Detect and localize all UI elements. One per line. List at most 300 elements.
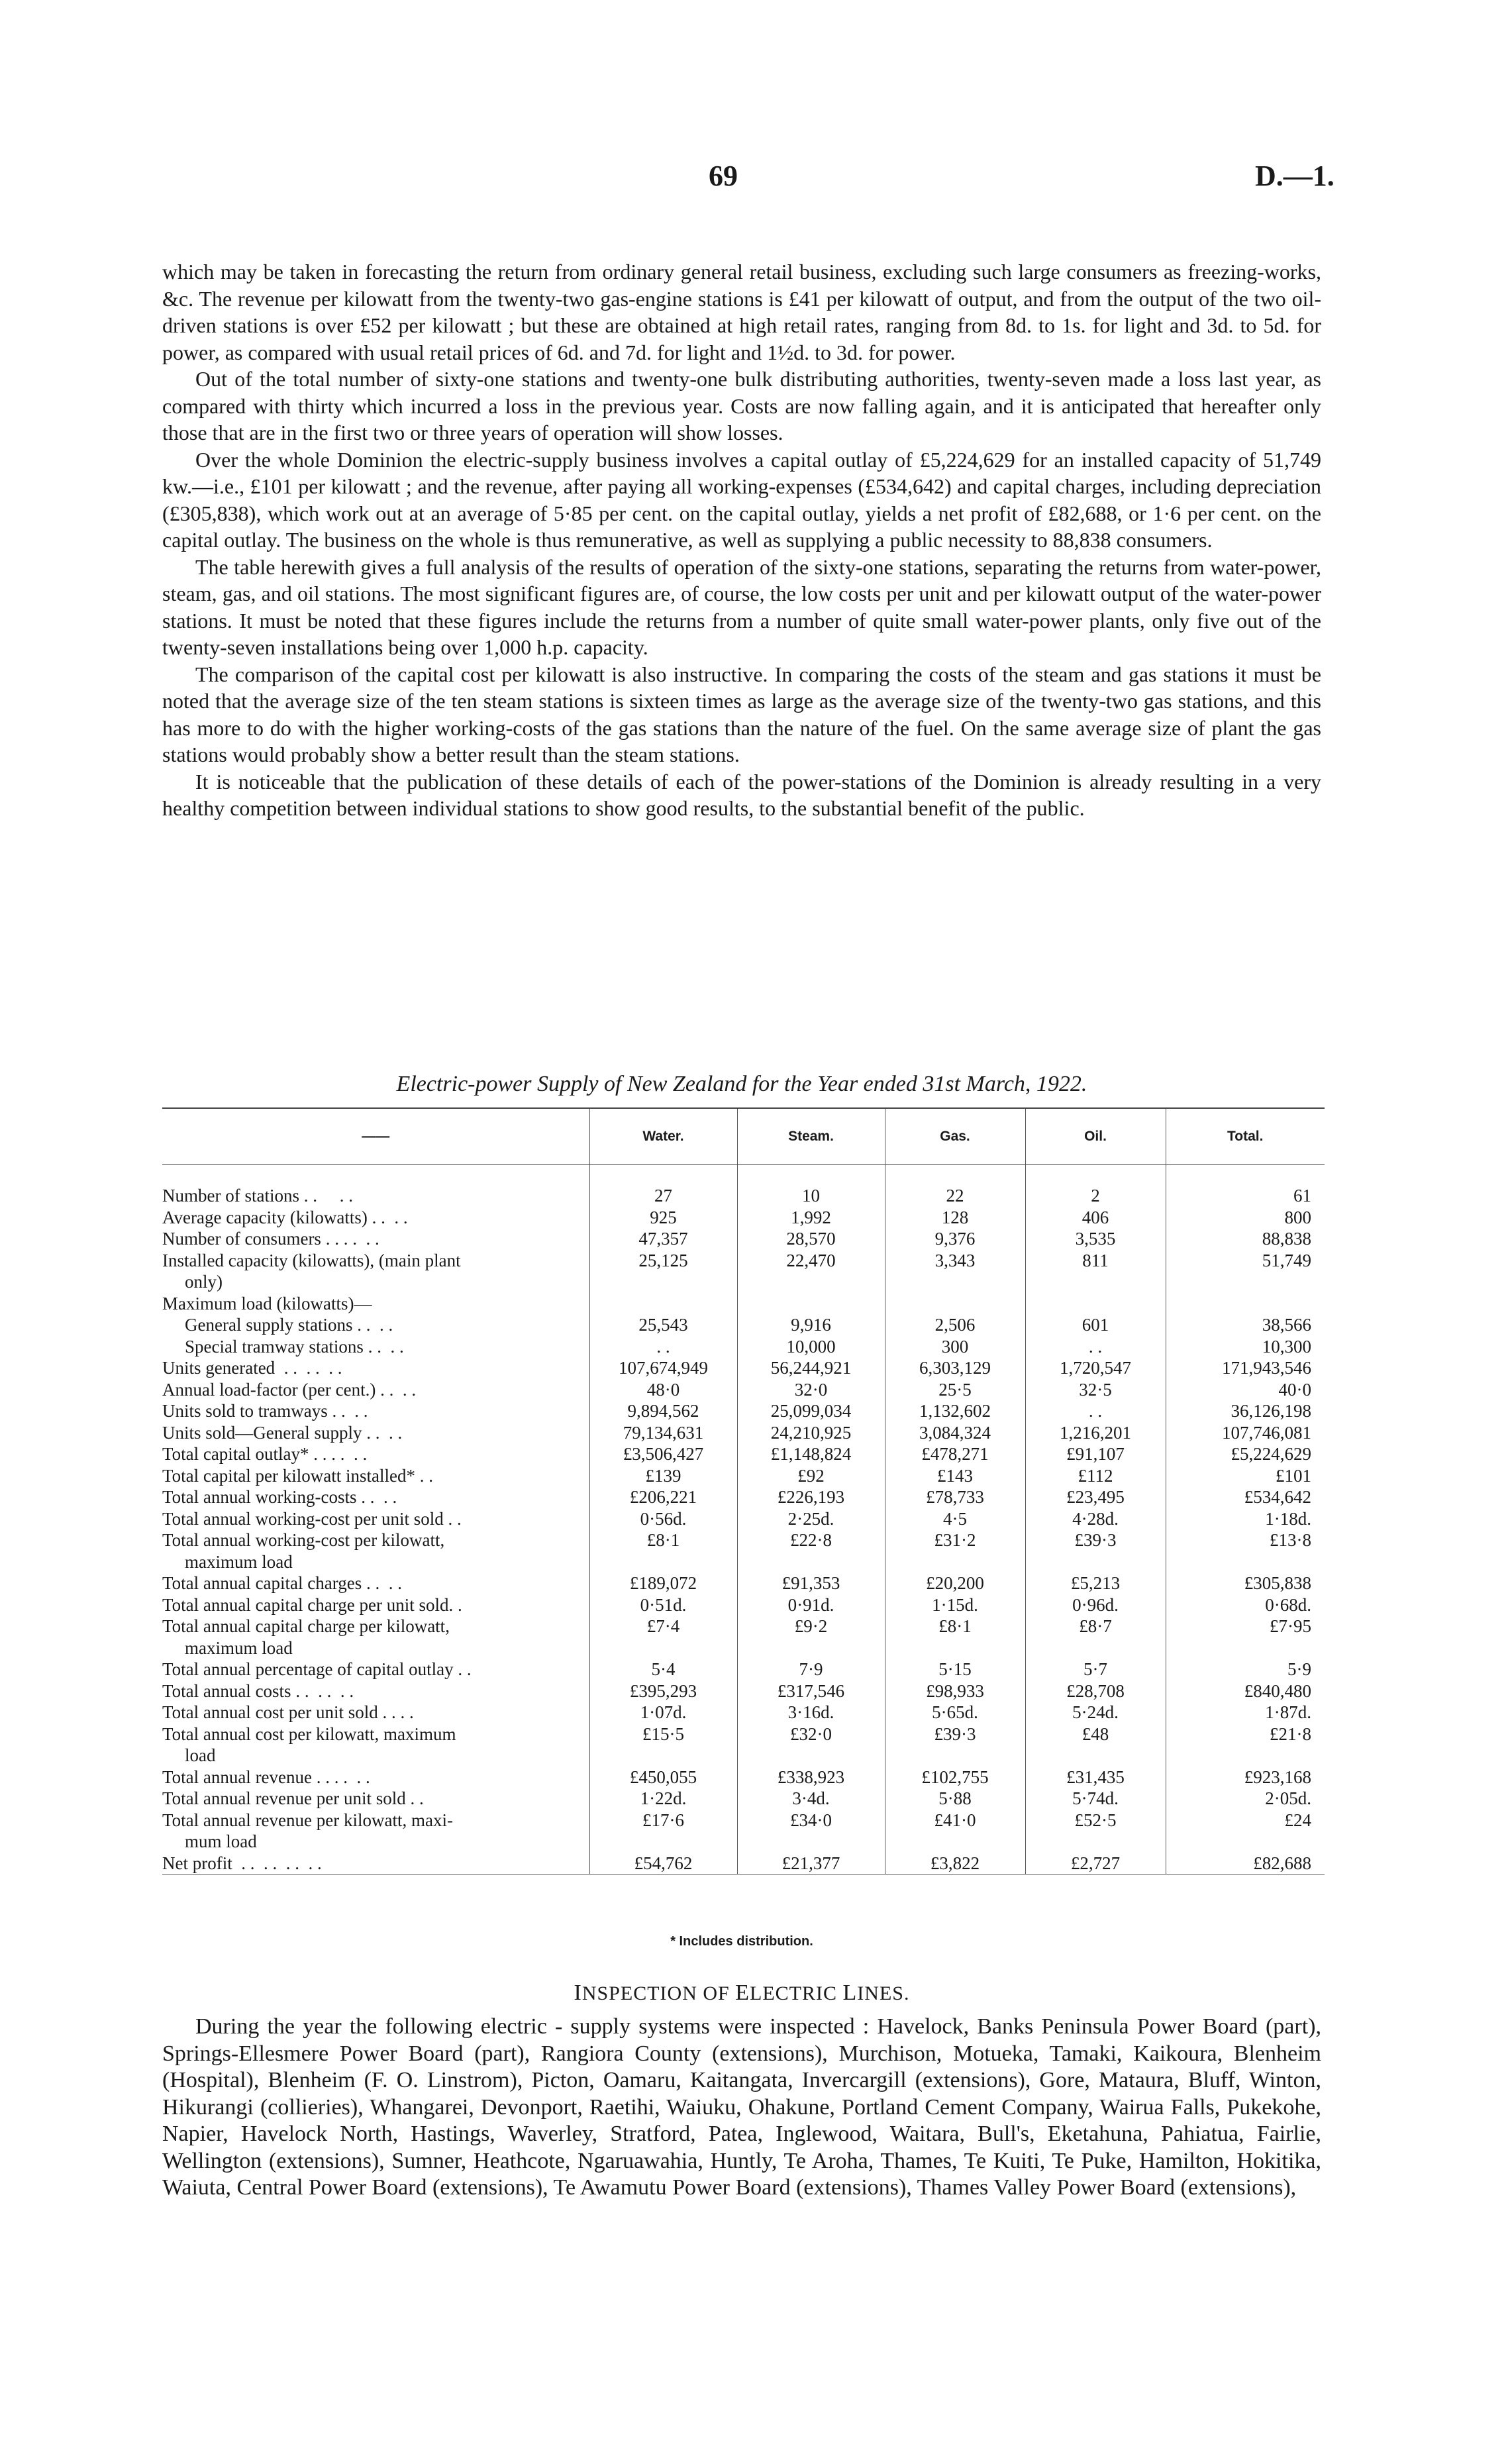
paragraph: The table herewith gives a full analysis of the results of operation of the sixty-one stations, separating the returns from water-power, steam, gas, and oil stations. The most significant figures are, of course, the low costs per unit and per kilowatt output of the water-power stations. It must be noted that these figures include the returns from a number of quite small water-power plants, only five out of the twenty-seven installations being over 1,000 h.p. capacity. [162, 554, 1321, 659]
cell-gas [885, 1551, 1025, 1573]
cell-oil: £2,727 [1025, 1853, 1166, 1874]
column-header-steam: Steam. [737, 1108, 885, 1165]
row-label: Total capital outlay* . . [162, 1444, 327, 1464]
row-label-cell [162, 1357, 589, 1379]
table-header-row [162, 1108, 1325, 1165]
cell-oil: 32·5 [1025, 1379, 1166, 1401]
table-row [162, 1853, 1325, 1874]
cell-total [1166, 1293, 1325, 1315]
leader-dots: . . . . [367, 1207, 408, 1227]
leader-dots: . . . . [327, 1401, 368, 1421]
cell-oil: 5·24d. [1025, 1702, 1166, 1723]
cell-water: 925 [589, 1207, 737, 1229]
row-label: Units sold to tramways [162, 1401, 328, 1421]
cell-steam: 0·91d. [737, 1594, 885, 1616]
row-label: Maximum load (kilowatts)— [162, 1293, 372, 1313]
row-label-cell [162, 1637, 589, 1659]
cell-steam: £22·8 [737, 1529, 885, 1551]
cell-gas: £102,755 [885, 1767, 1025, 1788]
cell-gas: 300 [885, 1336, 1025, 1358]
column-header-total: Total. [1166, 1108, 1325, 1165]
cell-oil: 3,535 [1025, 1228, 1166, 1250]
table-row [162, 1702, 1325, 1723]
leader-dots [450, 1616, 589, 1637]
leader-dots: . . . . [376, 1379, 417, 1400]
row-label: Units generated [162, 1358, 276, 1378]
row-label-cell [162, 1228, 589, 1250]
cell-total: 40·0 [1166, 1379, 1325, 1401]
cell-gas: 25·5 [885, 1379, 1025, 1401]
cell-steam: 1,992 [737, 1207, 885, 1229]
table-row [162, 1207, 1325, 1229]
row-label: maximum load [185, 1551, 293, 1572]
column-header-water: Water. [589, 1108, 737, 1165]
cell-water: £450,055 [589, 1767, 737, 1788]
cell-oil [1025, 1831, 1166, 1853]
cell-steam: 22,470 [737, 1250, 885, 1272]
cell-gas: £8·1 [885, 1616, 1025, 1637]
table-row [162, 1271, 1325, 1293]
cell-oil: 4·28d. [1025, 1508, 1166, 1530]
cell-steam: 2·25d. [737, 1508, 885, 1530]
leader-dots: . . . . . . . . [232, 1853, 322, 1873]
cell-total: 36,126,198 [1166, 1400, 1325, 1422]
column-header-label: —— [162, 1108, 589, 1165]
table-row [162, 1767, 1325, 1788]
cell-steam: 3·16d. [737, 1702, 885, 1723]
cell-steam: 32·0 [737, 1379, 885, 1401]
table-row [162, 1508, 1325, 1530]
cell-oil: 1,216,201 [1025, 1422, 1166, 1444]
cell-total: £305,838 [1166, 1572, 1325, 1594]
cell-total: 2·05d. [1166, 1788, 1325, 1810]
row-label: Annual load-factor (per cent.) [162, 1379, 376, 1400]
cell-water: 48·0 [589, 1379, 737, 1401]
row-label-cell [162, 1788, 589, 1810]
cell-water: 47,357 [589, 1228, 737, 1250]
cell-water [589, 1551, 737, 1573]
row-label: Total annual cost per kilowatt, maximum [162, 1723, 456, 1744]
cell-gas: £478,271 [885, 1443, 1025, 1465]
cell-steam: 24,210,925 [737, 1422, 885, 1444]
cell-steam: £34·0 [737, 1810, 885, 1831]
row-label: load [185, 1745, 216, 1765]
cell-total: £21·8 [1166, 1723, 1325, 1745]
row-label: Installed capacity (kilowatts), (main plant [162, 1250, 461, 1270]
cell-steam [737, 1293, 885, 1315]
table-row [162, 1443, 1325, 1465]
cell-gas: 1,132,602 [885, 1400, 1025, 1422]
leader-dots [456, 1723, 589, 1745]
cell-oil: £112 [1025, 1465, 1166, 1487]
cell-water: £3,506,427 [589, 1443, 737, 1465]
row-label: Special tramway stations [185, 1336, 364, 1357]
table-row [162, 1659, 1325, 1680]
cell-water: 107,674,949 [589, 1357, 737, 1379]
cell-oil: £23,495 [1025, 1486, 1166, 1508]
row-label: Total annual revenue . . [162, 1767, 330, 1787]
row-label: Total annual capital charge per kilowatt, [162, 1616, 450, 1636]
cell-water: 9,894,562 [589, 1400, 737, 1422]
table-row [162, 1637, 1325, 1659]
leader-dots: . . . . . . [275, 1358, 342, 1378]
row-label: Total annual working-costs [162, 1487, 357, 1507]
leader-dots: . . [415, 1465, 433, 1486]
cell-water: 1·07d. [589, 1702, 737, 1723]
table-row [162, 1422, 1325, 1444]
table-row [162, 1831, 1325, 1853]
row-label: Total annual capital charge per unit sold. . [162, 1594, 462, 1615]
leader-dots: . . . . . . [291, 1680, 354, 1701]
paragraph: which may be taken in forecasting the return from ordinary general retail business, excluding such large consumers as freezing-works, &c. The revenue per kilowatt from the twenty-two gas-engine stations is £41 per kilowatt of output, and from the output of the two oil-driven stations is over £52 per kilowatt ; but these are obtained at high retail rates, ranging from 8d. to 1s. for light and 3d. to 5d. for power, as compared with usual retail prices of 6d. and 7d. for light and 1½d. to 3d. for power. [162, 260, 1321, 364]
cell-oil: £52·5 [1025, 1810, 1166, 1831]
cell-gas: £143 [885, 1465, 1025, 1487]
leader-dots [462, 1594, 589, 1616]
cell-oil: £5,213 [1025, 1572, 1166, 1594]
leader-dots: . . . . [362, 1422, 403, 1443]
cell-steam [737, 1745, 885, 1767]
cell-steam [737, 1271, 885, 1293]
cell-total: 5·9 [1166, 1659, 1325, 1680]
row-label: Number of stations [162, 1186, 299, 1206]
cell-steam: £338,923 [737, 1767, 885, 1788]
cell-oil: 811 [1025, 1250, 1166, 1272]
table-row [162, 1293, 1325, 1315]
row-label-cell [162, 1336, 589, 1358]
cell-steam: 10,000 [737, 1336, 885, 1358]
paragraph: During the year the following electric - supply systems were inspected : Havelock, Banks Peninsula Power Board (part), Springs-Ellesmere Power Board (part), Rangiora County (extensions), Murchison, Motueka, Tamaki, Kaikoura, Blenheim (Hospital), Blenheim (F. O. Linstrom), Picton, Oamaru, Kaitangata, Invercargill (extensions), Gore, Mataura, Bluff, Winton, Hikurangi (collieries), Whangarei, Devonport, Raetihi, Waiuku, Ohakune, Portland Cement Company, Wairua Falls, Pukekohe, Napier, Havelock North, Hastings, Waverley, Stratford, Patea, Inglewood, Waitara, Bull's, Eketahuna, Pahiatua, Fairlie, Wellington (extensions), Sumner, Heathcote, Ngaruawahia, Huntly, Te Aroha, Thames, Te Kuiti, Te Puke, Hamilton, Hokitika, Waiuta, Central Power Board (extensions), Te Awamutu Power Board (extensions), Thames Valley Power Board (extensions), [162, 2014, 1321, 2200]
leader-dots [372, 1293, 589, 1315]
inspection-text [162, 2014, 1321, 2202]
cell-water [589, 1831, 737, 1853]
cell-oil [1025, 1293, 1166, 1315]
cell-oil: £28,708 [1025, 1680, 1166, 1702]
cell-steam: £32·0 [737, 1723, 885, 1745]
cell-total: 171,943,546 [1166, 1357, 1325, 1379]
cell-steam: 10 [737, 1185, 885, 1207]
cell-water: £7·4 [589, 1616, 737, 1637]
row-label-cell [162, 1422, 589, 1444]
row-label: Average capacity (kilowatts) [162, 1207, 368, 1227]
leader-dots: . . . . [352, 1315, 393, 1335]
cell-oil: £91,107 [1025, 1443, 1166, 1465]
paragraph: Out of the total number of sixty-one stations and twenty-one bulk distributing authorities, twenty-seven made a loss last year, as compared with thirty which incurred a loss in the previous year. Costs are now falling again, and it is anticipated that hereafter only those that are in the first two or three years of operation will show losses. [162, 367, 1321, 444]
row-label-cell [162, 1443, 589, 1465]
cell-oil [1025, 1271, 1166, 1293]
cell-oil [1025, 1637, 1166, 1659]
table-footnote: * Includes distribution. [670, 1934, 813, 1949]
table-body [162, 1165, 1325, 1874]
row-label-cell [162, 1529, 589, 1551]
cell-water: £395,293 [589, 1680, 737, 1702]
cell-water: £15·5 [589, 1723, 737, 1745]
section-heading: INSPECTION OF ELECTRIC LINES. [574, 1980, 910, 2005]
leader-dots [444, 1529, 589, 1551]
cell-total [1166, 1637, 1325, 1659]
row-label-cell [162, 1702, 589, 1723]
paragraph: The comparison of the capital cost per kilowatt is also instructive. In comparing the costs of the steam and gas stations it must be noted that the average size of the ten steam stations is sixteen times as large as the average size of the twenty-two gas stations, and this has more to do with the higher working-costs of the gas stations than the nature of the fuel. On the same average size of plant the gas stations would probably show a better result than the steam stations. [162, 662, 1321, 766]
cell-water: £189,072 [589, 1572, 737, 1594]
row-label-cell [162, 1659, 589, 1680]
leader-dots: . . . . [363, 1336, 404, 1357]
cell-total: 51,749 [1166, 1250, 1325, 1272]
cell-steam: £9·2 [737, 1616, 885, 1637]
cell-steam: £317,546 [737, 1680, 885, 1702]
cell-gas: 5·15 [885, 1659, 1025, 1680]
cell-oil: £8·7 [1025, 1616, 1166, 1637]
cell-gas: 3,343 [885, 1250, 1025, 1272]
cell-total: 1·18d. [1166, 1508, 1325, 1530]
cell-oil: 0·96d. [1025, 1594, 1166, 1616]
cell-total: 800 [1166, 1207, 1325, 1229]
cell-water: 25,543 [589, 1314, 737, 1336]
document-reference: D.—1. [1255, 160, 1334, 192]
table-row [162, 1185, 1325, 1207]
cell-gas: 3,084,324 [885, 1422, 1025, 1444]
column-header-oil: Oil. [1025, 1108, 1166, 1165]
leader-dots: . . . . [356, 1487, 397, 1507]
table-row [162, 1616, 1325, 1637]
cell-total: 107,746,081 [1166, 1422, 1325, 1444]
page-header [0, 159, 1510, 205]
cell-oil: 1,720,547 [1025, 1357, 1166, 1379]
cell-water: 1·22d. [589, 1788, 737, 1810]
cell-water: 79,134,631 [589, 1422, 737, 1444]
cell-steam: £1,148,824 [737, 1443, 885, 1465]
leader-dots: . . . . [362, 1573, 402, 1593]
cell-oil [1025, 1745, 1166, 1767]
table-row [162, 1400, 1325, 1422]
cell-steam: £226,193 [737, 1486, 885, 1508]
row-label-cell [162, 1271, 589, 1293]
leader-dots [293, 1637, 589, 1659]
cell-total: £101 [1166, 1465, 1325, 1487]
cell-gas: £31·2 [885, 1529, 1025, 1551]
cell-water: . . [589, 1336, 737, 1358]
table-spacer-row [162, 1165, 1325, 1186]
cell-steam: 56,244,921 [737, 1357, 885, 1379]
cell-steam: 7·9 [737, 1659, 885, 1680]
cell-gas [885, 1271, 1025, 1293]
cell-oil: £31,435 [1025, 1767, 1166, 1788]
leader-dots: . . . . [330, 1767, 370, 1787]
cell-steam: 9,916 [737, 1314, 885, 1336]
cell-gas [885, 1745, 1025, 1767]
cell-gas [885, 1637, 1025, 1659]
cell-gas: £3,822 [885, 1853, 1025, 1874]
cell-total: £82,688 [1166, 1853, 1325, 1874]
cell-water: £8·1 [589, 1529, 737, 1551]
cell-oil: £48 [1025, 1723, 1166, 1745]
table-row [162, 1250, 1325, 1272]
cell-water: 27 [589, 1185, 737, 1207]
cell-steam: 3·4d. [737, 1788, 885, 1810]
table-row [162, 1336, 1325, 1358]
row-label: Total annual percentage of capital outlay . . [162, 1659, 472, 1679]
cell-total: £7·95 [1166, 1616, 1325, 1637]
cell-oil: . . [1025, 1400, 1166, 1422]
row-label-cell [162, 1486, 589, 1508]
cell-gas [885, 1831, 1025, 1853]
leader-dots: . . [395, 1702, 414, 1722]
table-row [162, 1680, 1325, 1702]
cell-gas: £98,933 [885, 1680, 1025, 1702]
cell-total: 0·68d. [1166, 1594, 1325, 1616]
row-label: Units sold—General supply [162, 1422, 362, 1443]
cell-gas: 1·15d. [885, 1594, 1025, 1616]
cell-total: 61 [1166, 1185, 1325, 1207]
cell-steam: 28,570 [737, 1228, 885, 1250]
row-label-cell [162, 1250, 589, 1272]
row-label: Total annual working-cost per unit sold [162, 1508, 444, 1529]
cell-total: 38,566 [1166, 1314, 1325, 1336]
paragraph: Over the whole Dominion the electric-supply business involves a capital outlay of £5,224,629 for an installed capacity of 51,749 kw.—i.e., £101 per kilowatt ; and the revenue, after paying all working-expenses (£534,642) and capital charges, including depreciation (£305,838), which work out at an average of 5·85 per cent. on the capital outlay, yields a net profit of £82,688, or 1·6 per cent. on the capital outlay. The business on the whole is thus remunerative, as well as supplying a public necessity to 88,838 consumers. [162, 447, 1321, 552]
cell-steam [737, 1551, 885, 1573]
cell-oil: £39·3 [1025, 1529, 1166, 1551]
row-label: Total annual costs [162, 1680, 291, 1701]
column-header-gas: Gas. [885, 1108, 1025, 1165]
row-label-cell [162, 1723, 589, 1745]
table-row [162, 1529, 1325, 1551]
cell-gas: 5·65d. [885, 1702, 1025, 1723]
cell-total: £13·8 [1166, 1529, 1325, 1551]
leader-dots [223, 1271, 589, 1293]
row-label-cell [162, 1207, 589, 1229]
table-row [162, 1788, 1325, 1810]
table-row [162, 1314, 1325, 1336]
cell-gas: £41·0 [885, 1810, 1025, 1831]
cell-oil: 5·7 [1025, 1659, 1166, 1680]
cell-water: £54,762 [589, 1853, 737, 1874]
row-label-cell [162, 1314, 589, 1336]
page-number: 69 [709, 160, 738, 192]
row-label: Total annual working-cost per kilowatt, [162, 1530, 445, 1550]
electric-supply-table [162, 1107, 1325, 1874]
row-label: mum load [185, 1831, 257, 1851]
table-row [162, 1594, 1325, 1616]
cell-water: £17·6 [589, 1810, 737, 1831]
cell-steam [737, 1637, 885, 1659]
cell-oil: 5·74d. [1025, 1788, 1166, 1810]
row-label: Number of consumers . . [162, 1229, 339, 1249]
leader-dots: . . . . [327, 1444, 368, 1464]
cell-total: 1·87d. [1166, 1702, 1325, 1723]
leader-dots: . . . . [338, 1229, 379, 1249]
cell-water: £206,221 [589, 1486, 737, 1508]
cell-total [1166, 1551, 1325, 1573]
table-row [162, 1572, 1325, 1594]
cell-total: £840,480 [1166, 1680, 1325, 1702]
cell-gas: 4·5 [885, 1508, 1025, 1530]
cell-gas: £78,733 [885, 1486, 1025, 1508]
table-row [162, 1486, 1325, 1508]
row-label-cell [162, 1551, 589, 1573]
leader-dots [257, 1831, 589, 1853]
cell-gas [885, 1293, 1025, 1315]
row-label-cell [162, 1572, 589, 1594]
cell-water [589, 1745, 737, 1767]
cell-water: 25,125 [589, 1250, 737, 1272]
row-label-cell [162, 1853, 589, 1874]
table-title: Electric-power Supply of New Zealand for the Year ended 31st March, 1922. [396, 1072, 1087, 1096]
cell-steam: £92 [737, 1465, 885, 1487]
row-label-cell [162, 1810, 589, 1831]
cell-steam: £91,353 [737, 1572, 885, 1594]
cell-gas: £20,200 [885, 1572, 1025, 1594]
row-label-cell [162, 1400, 589, 1422]
row-label: Total annual capital charges [162, 1573, 362, 1593]
row-label-cell [162, 1185, 589, 1207]
cell-water: 5·4 [589, 1659, 737, 1680]
cell-total: 10,300 [1166, 1336, 1325, 1358]
cell-gas: 22 [885, 1185, 1025, 1207]
row-label: Total capital per kilowatt installed* [162, 1465, 415, 1486]
row-label: Net profit [162, 1853, 232, 1873]
row-label: General supply stations [185, 1315, 353, 1335]
cell-gas: 2,506 [885, 1314, 1025, 1336]
cell-total: £923,168 [1166, 1767, 1325, 1788]
table-row [162, 1723, 1325, 1745]
row-label: maximum load [185, 1637, 293, 1658]
row-label-cell [162, 1616, 589, 1637]
table-row [162, 1810, 1325, 1831]
cell-gas: 5·88 [885, 1788, 1025, 1810]
cell-oil: 406 [1025, 1207, 1166, 1229]
cell-gas: 9,376 [885, 1228, 1025, 1250]
cell-steam: 25,099,034 [737, 1400, 885, 1422]
row-label-cell [162, 1465, 589, 1487]
leader-dots: . . [405, 1788, 424, 1808]
paragraph: It is noticeable that the publication of these details of each of the power-stations of the Dominion is already resulting in a very healthy competition between individual stations to show good results, to the substantial benefit of the public. [162, 769, 1321, 820]
table-row [162, 1228, 1325, 1250]
leader-dots [293, 1551, 589, 1573]
row-label: only) [185, 1272, 223, 1292]
cell-water [589, 1271, 737, 1293]
cell-gas: 6,303,129 [885, 1357, 1025, 1379]
row-label-cell [162, 1293, 589, 1315]
cell-water [589, 1637, 737, 1659]
table-row [162, 1379, 1325, 1401]
row-label-cell [162, 1379, 589, 1401]
table-row [162, 1465, 1325, 1487]
table-row [162, 1357, 1325, 1379]
cell-total [1166, 1271, 1325, 1293]
cell-water: 0·51d. [589, 1594, 737, 1616]
body-text [162, 258, 1321, 822]
cell-total: £5,224,629 [1166, 1443, 1325, 1465]
cell-gas: 128 [885, 1207, 1025, 1229]
cell-steam [737, 1831, 885, 1853]
row-label: Total annual cost per unit sold . . [162, 1702, 396, 1722]
cell-oil [1025, 1551, 1166, 1573]
row-label-cell [162, 1745, 589, 1767]
table-row [162, 1551, 1325, 1573]
leader-dots [216, 1745, 589, 1767]
row-label-cell [162, 1594, 589, 1616]
cell-oil: . . [1025, 1336, 1166, 1358]
row-label: Total annual revenue per unit sold [162, 1788, 406, 1808]
table-row [162, 1745, 1325, 1767]
row-label-cell [162, 1831, 589, 1853]
leader-dots: . . . . [299, 1186, 353, 1206]
leader-dots [453, 1810, 589, 1831]
cell-oil: 601 [1025, 1314, 1166, 1336]
leader-dots: . . [443, 1508, 462, 1529]
row-label-cell [162, 1508, 589, 1530]
cell-total [1166, 1831, 1325, 1853]
cell-total: £534,642 [1166, 1486, 1325, 1508]
cell-water [589, 1293, 737, 1315]
